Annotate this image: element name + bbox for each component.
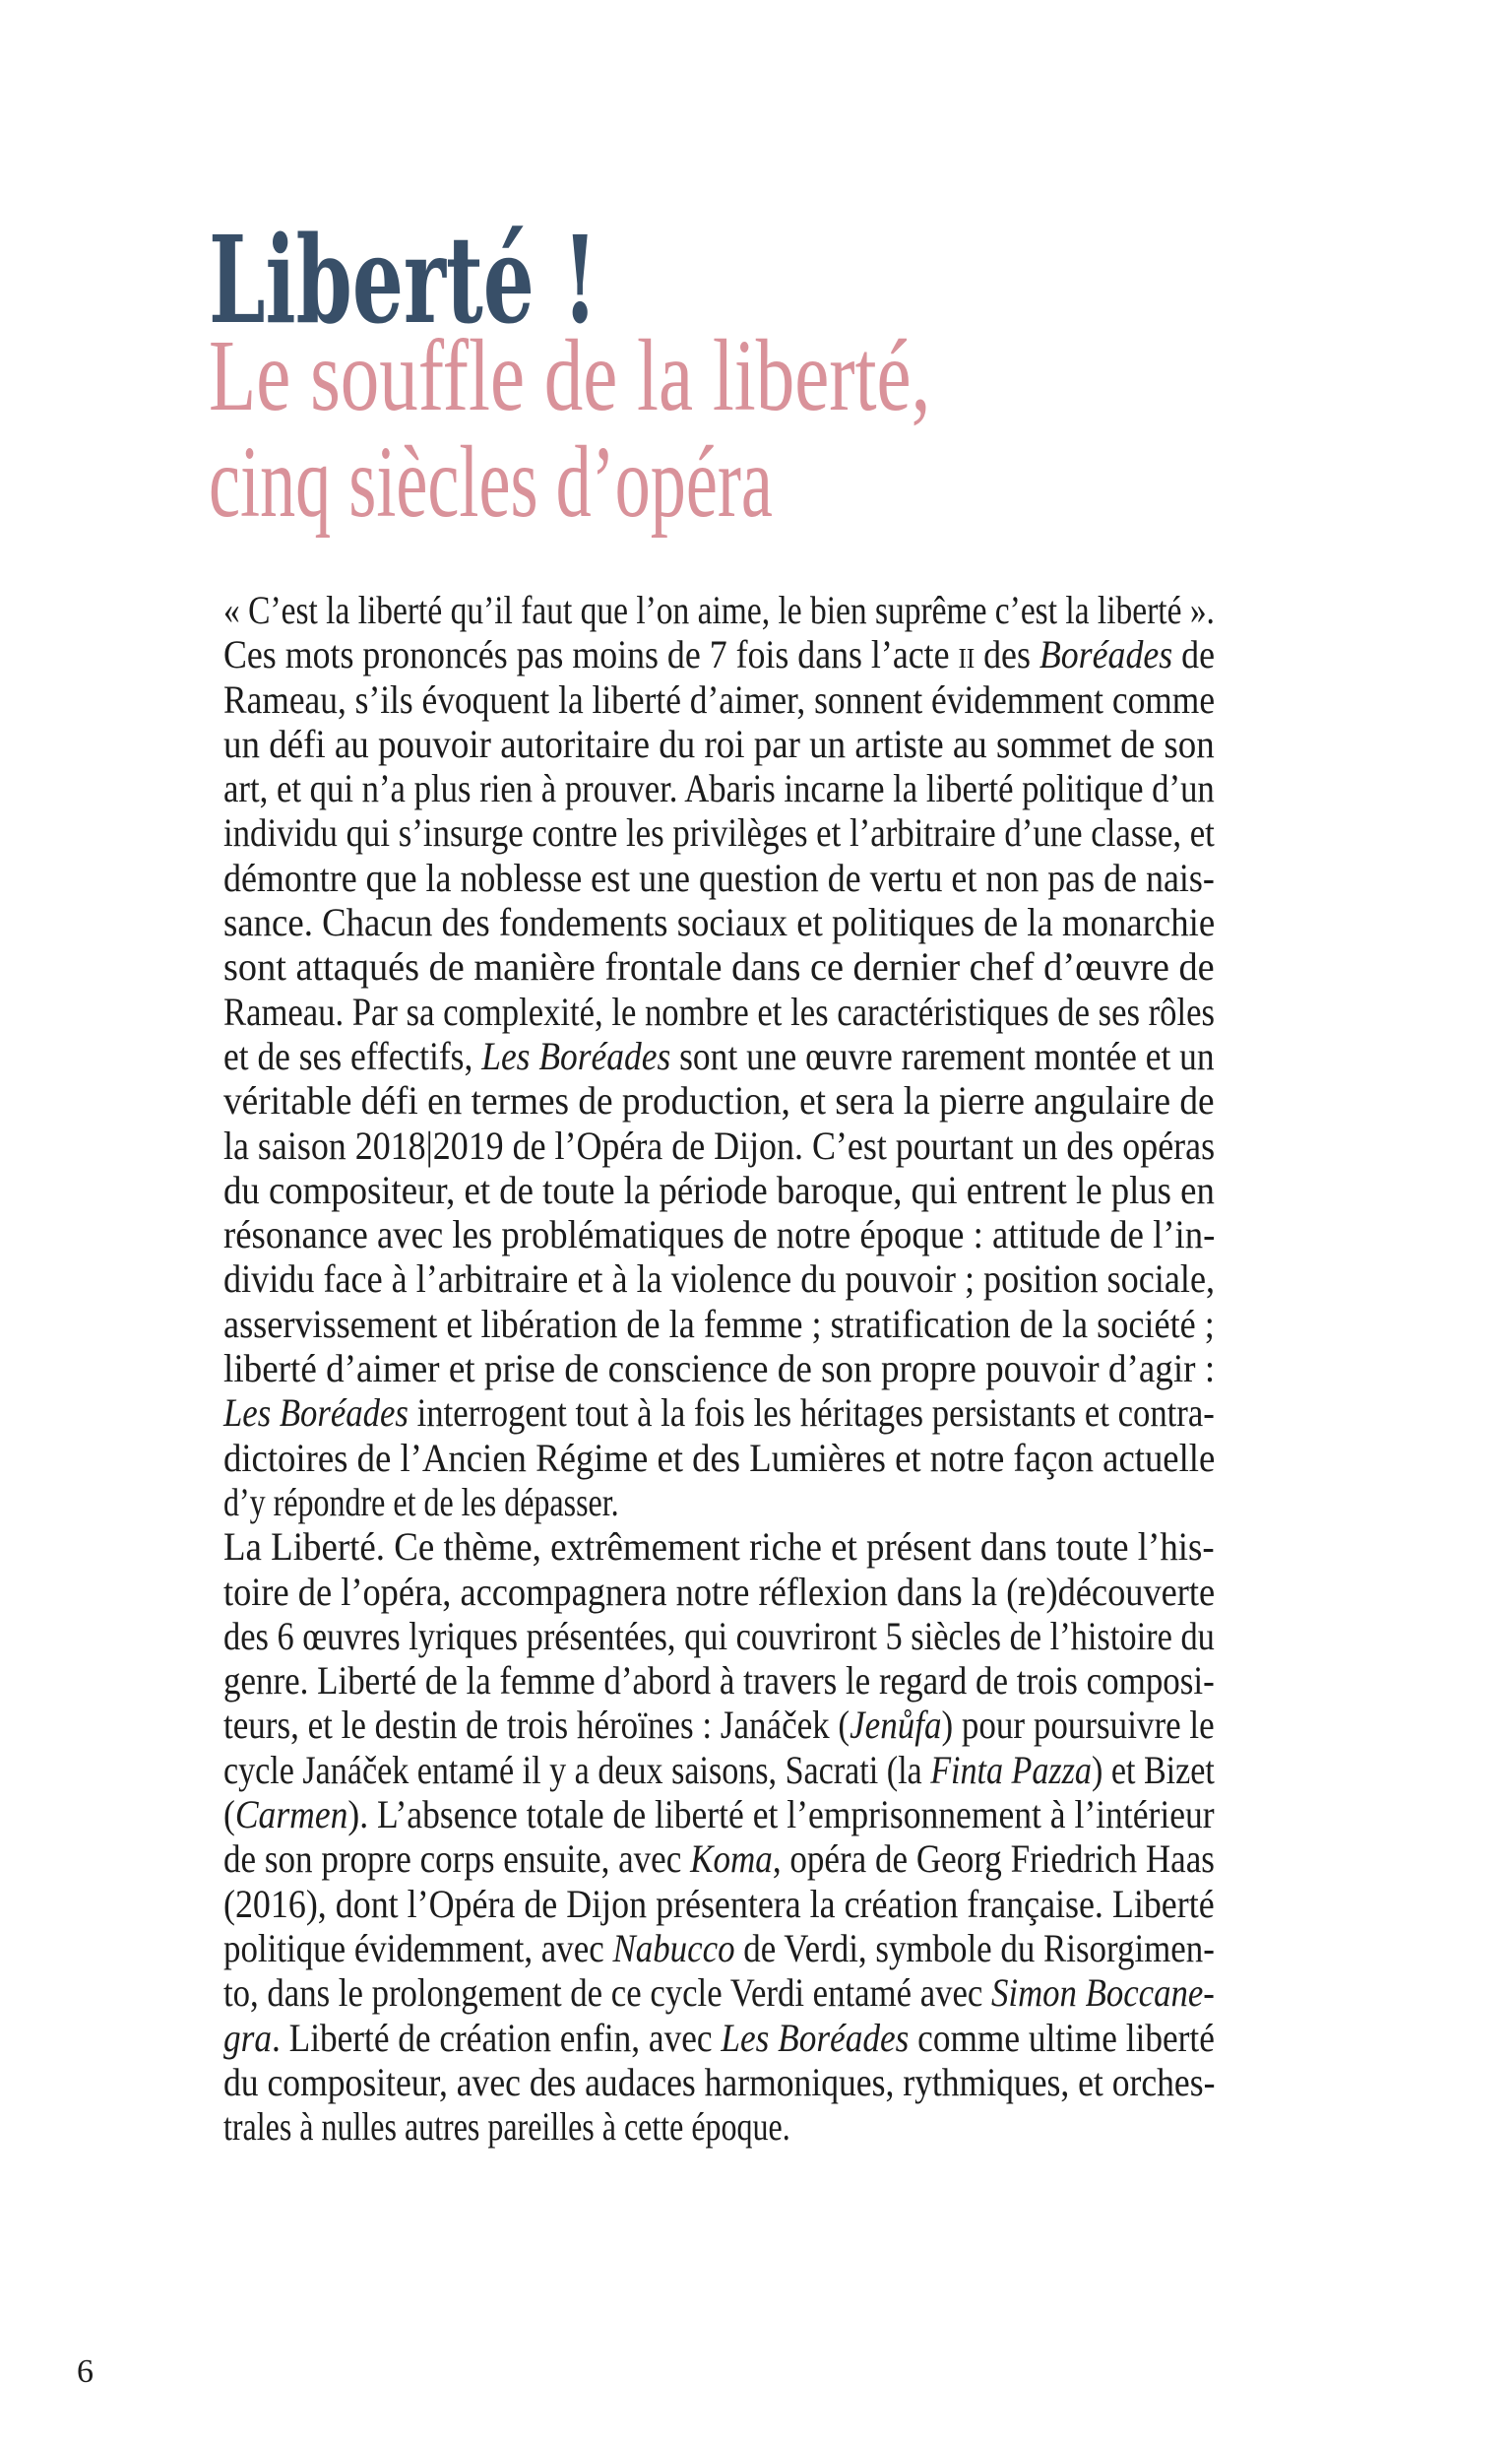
subtitle-line xyxy=(209,319,1159,432)
body-segment: art, et qui n’a plus rien à prouver. Abaris incarne la liberté politique d’un xyxy=(223,766,1215,811)
body-segment: toire de l’opéra, accompagnera notre réflexion dans la (re)découverte xyxy=(223,1569,1216,1614)
body-segment-italic: Les Boréades xyxy=(223,1390,409,1436)
body-line xyxy=(223,1570,1215,1614)
body-segment: véritable défi en termes de production, et sera la pierre angulaire de xyxy=(223,1078,1215,1124)
body-segment: teurs, et le destin de trois héroïnes : Janáček ( xyxy=(223,1703,850,1748)
body-line xyxy=(223,1836,1215,1881)
page-subtitle xyxy=(209,319,1159,539)
body-segment: ( xyxy=(223,1792,235,1837)
body-line xyxy=(223,944,1215,989)
body-segment: cycle Janáček entamé il y a deux saisons, Sacrati (la xyxy=(223,1747,931,1792)
body-line xyxy=(223,2016,1215,2060)
body-segment: dictoires de l’Ancien Régime et des Lumières et notre façon actuelle xyxy=(223,1435,1216,1480)
body-segment: sance. Chacun des fondements sociaux et politiques de la monarchie xyxy=(223,900,1216,945)
body-text xyxy=(223,588,1215,2149)
body-segment-italic: Nabucco xyxy=(612,1925,735,1970)
body-line xyxy=(223,1748,1215,1792)
body-segment: Rameau, s’ils évoquent la liberté d’aimer, sonnent évidemment comme xyxy=(223,676,1216,722)
body-line xyxy=(223,2104,1215,2149)
body-segment: du compositeur, et de toute la période baroque, qui entrent le plus en xyxy=(223,1167,1215,1212)
body-line xyxy=(223,1078,1215,1123)
body-segment: individu qui s’insurge contre les privilèges et l’arbitraire d’une classe, et xyxy=(223,810,1215,856)
body-line xyxy=(223,1212,1215,1256)
body-segment: de xyxy=(1172,632,1216,677)
body-segment: genre. Liberté de la femme d’abord à travers le regard de trois composi- xyxy=(223,1658,1215,1704)
body-line xyxy=(223,810,1215,855)
body-segment-italic: Finta Pazza xyxy=(930,1747,1092,1792)
body-line xyxy=(223,1792,1215,1836)
body-segment: dividu face à l’arbitraire et à la violence du pouvoir ; position sociale, xyxy=(223,1256,1216,1302)
body-segment-italic: Jenůfa xyxy=(850,1703,942,1748)
body-line xyxy=(223,1926,1215,1970)
body-line xyxy=(223,1034,1215,1078)
body-segment: ) pour poursuivre le xyxy=(941,1703,1215,1748)
body-segment: sont une œuvre rarement montée et un xyxy=(670,1033,1215,1078)
body-segment: du compositeur, avec des audaces harmoniques, rythmiques, et orches- xyxy=(223,2059,1216,2104)
body-segment: , opéra de Georg Friedrich Haas xyxy=(772,1836,1215,1882)
body-segment-italic: gra xyxy=(223,2015,273,2060)
body-line xyxy=(223,1256,1215,1301)
subtitle-line xyxy=(209,425,1159,539)
body-line xyxy=(223,1703,1215,1747)
body-segment: interrogent tout à la fois les héritages persistants et contra- xyxy=(408,1390,1215,1436)
body-line xyxy=(223,856,1215,900)
body-segment: Ces mots prononcés pas moins de 7 fois dans l’acte xyxy=(223,632,959,677)
body-segment-smallcaps: ii xyxy=(958,632,976,677)
body-segment: démontre que la noblesse est une question de vertu et non pas de nais- xyxy=(223,855,1215,900)
body-segment: politique évidemment, avec xyxy=(223,1925,613,1970)
body-line xyxy=(223,1882,1215,1926)
body-line xyxy=(223,677,1215,722)
body-segment-italic: Carmen xyxy=(234,1792,348,1837)
body-line xyxy=(223,1168,1215,1212)
body-segment: des xyxy=(975,632,1040,677)
subtitle-line-text: cinq siècles d’opéra xyxy=(209,425,773,539)
body-segment: trales à nulles autres pareilles à cette époque. xyxy=(223,2104,790,2150)
body-line xyxy=(223,1524,1215,1569)
body-segment: résonance avec les problématiques de notre époque : attitude de l’in- xyxy=(223,1212,1216,1257)
body-line xyxy=(223,1970,1215,2015)
body-line xyxy=(223,900,1215,944)
body-segment: de son propre corps ensuite, avec xyxy=(223,1836,691,1882)
body-segment: des 6 œuvres lyriques présentées, qui couvriront 5 siècles de l’histoire du xyxy=(223,1613,1215,1658)
body-line xyxy=(223,990,1215,1034)
body-segment: de Verdi, symbole du Risorgimen- xyxy=(734,1925,1215,1970)
body-segment: un défi au pouvoir autoritaire du roi par un artiste au sommet de son xyxy=(223,721,1215,766)
subtitle-line-text: Le souffle de la liberté, xyxy=(209,319,931,432)
body-segment-italic: Les Boréades xyxy=(481,1033,671,1078)
body-segment-italic: Simon Boccane- xyxy=(991,1970,1215,2016)
body-segment: « C’est la liberté qu’il faut que l’on aime, le bien suprême c’est la liberté ». xyxy=(223,588,1215,632)
body-line xyxy=(223,1658,1215,1703)
body-line xyxy=(223,2060,1215,2104)
body-segment: sont attaqués de manière frontale dans ce dernier chef d’œuvre de xyxy=(223,944,1215,990)
body-segment: Rameau. Par sa complexité, le nombre et les caractéristiques de ses rôles xyxy=(223,989,1215,1034)
body-line xyxy=(223,632,1215,676)
body-segment: to, dans le prolongement de ce cycle Verdi entamé avec xyxy=(223,1970,992,2016)
body-line xyxy=(223,588,1215,632)
body-segment: la saison 2018|2019 de l’Opéra de Dijon. C’est pourtant un des opéras xyxy=(223,1123,1216,1168)
body-segment-italic: Koma xyxy=(690,1836,773,1882)
page-number: 6 xyxy=(77,2353,94,2390)
body-line xyxy=(223,1124,1215,1168)
body-line xyxy=(223,766,1215,810)
body-line xyxy=(223,1480,1215,1524)
body-line xyxy=(223,1436,1215,1480)
body-segment: . Liberté de création enfin, avec xyxy=(272,2015,722,2060)
body-segment-italic: Boréades xyxy=(1039,632,1173,677)
body-segment: liberté d’aimer et prise de conscience de son propre pouvoir d’agir : xyxy=(223,1346,1216,1391)
body-segment: asservissement et libération de la femme ; stratification de la société ; xyxy=(223,1301,1215,1346)
body-line xyxy=(223,1346,1215,1390)
body-segment: (2016), dont l’Opéra de Dijon présentera la création française. Liberté xyxy=(223,1881,1215,1926)
body-segment: et de ses effectifs, xyxy=(223,1033,482,1078)
body-segment: ) et Bizet xyxy=(1091,1747,1215,1792)
body-segment: La Liberté. Ce thème, extrêmement riche et présent dans toute l’his- xyxy=(223,1524,1215,1570)
body-segment: ). L’absence totale de liberté et l’emprisonnement à l’intérieur xyxy=(347,1792,1215,1837)
body-line xyxy=(223,1614,1215,1658)
body-line xyxy=(223,1302,1215,1346)
body-segment: comme ultime liberté xyxy=(909,2015,1215,2060)
body-segment-italic: Les Boréades xyxy=(721,2015,910,2060)
body-segment: d’y répondre et de les dépasser. xyxy=(223,1479,619,1524)
page-title-text: Liberté ! xyxy=(209,209,598,351)
body-line xyxy=(223,722,1215,766)
body-line xyxy=(223,1390,1215,1435)
